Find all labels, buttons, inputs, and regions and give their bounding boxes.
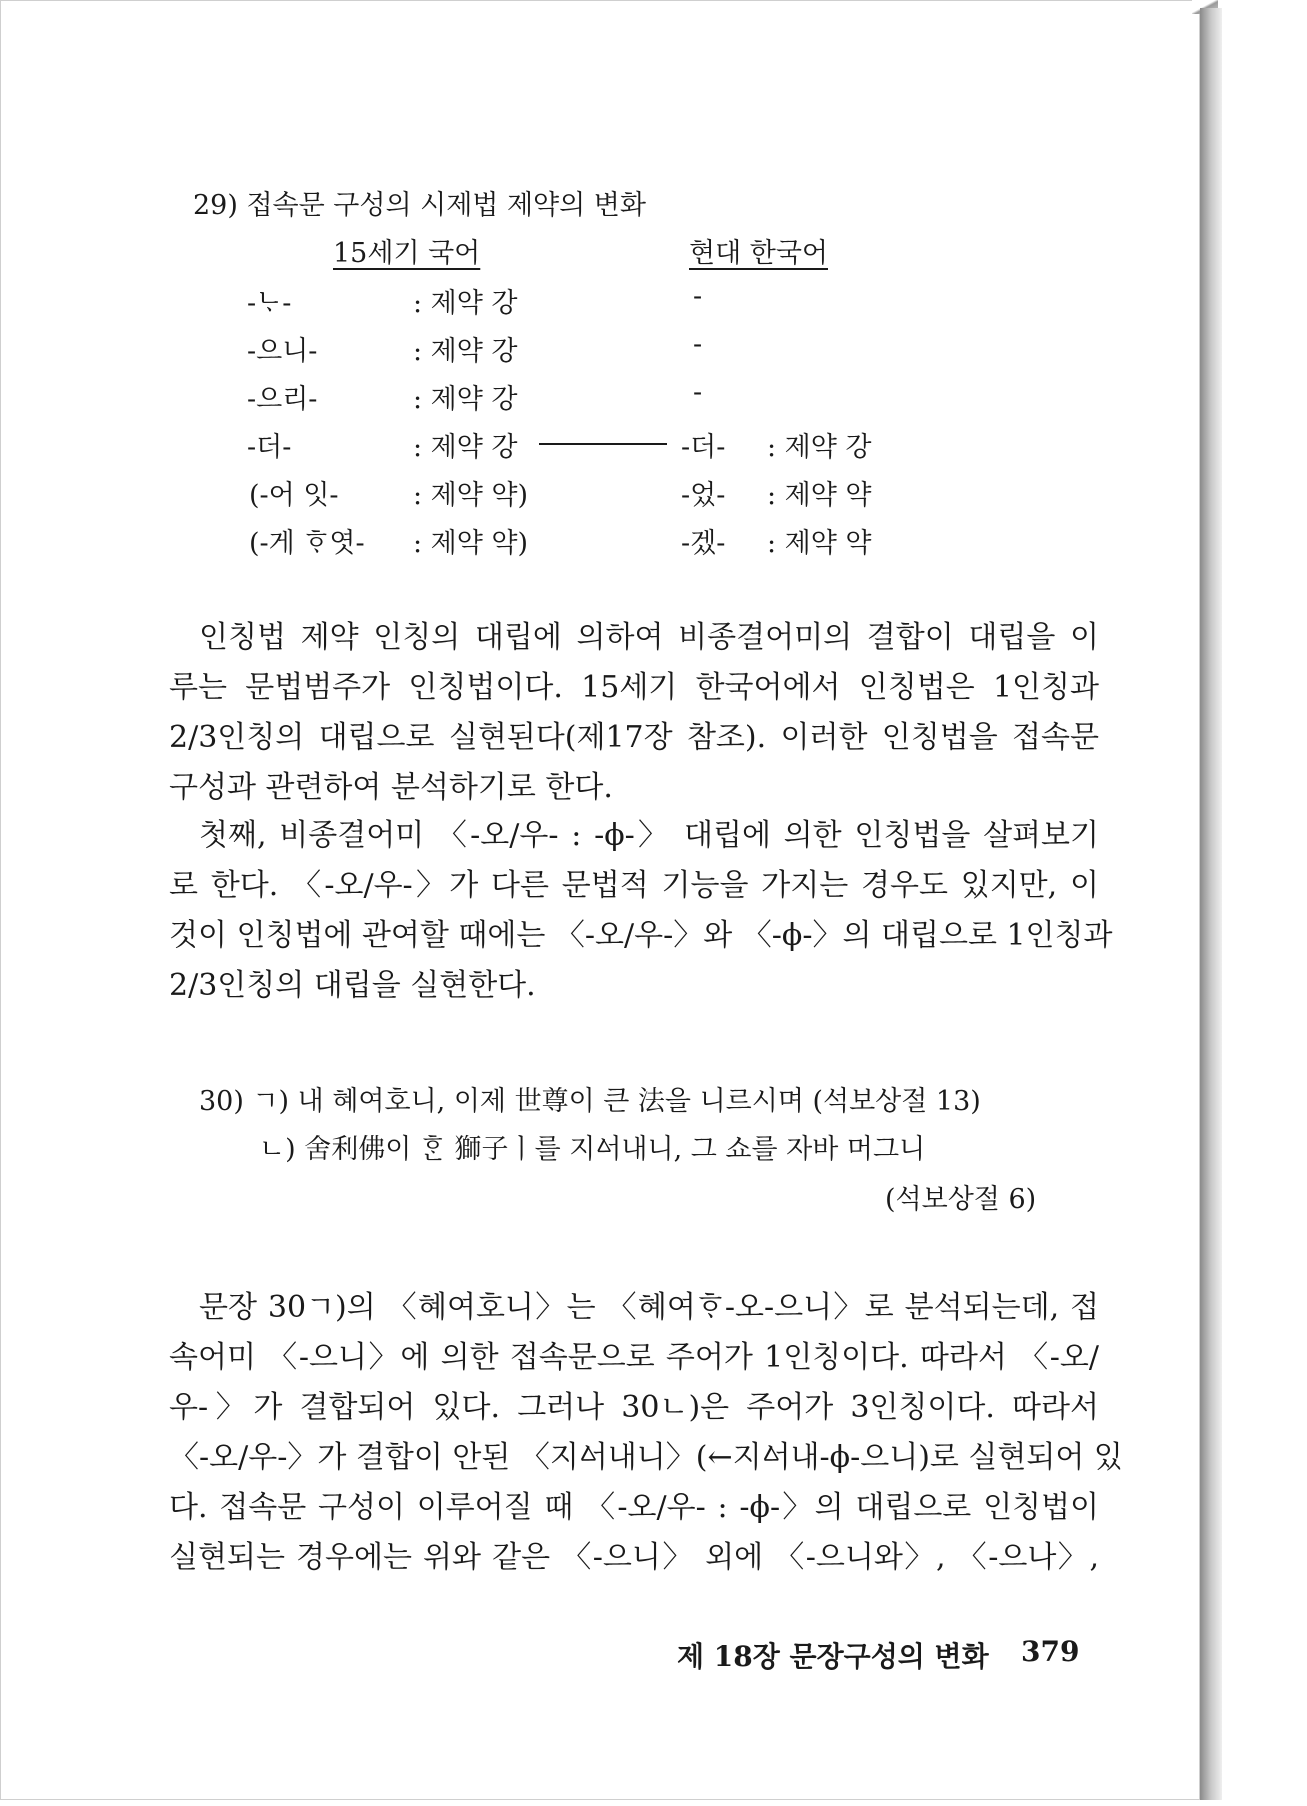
row-left-constraint: : 제약 강 [413, 288, 518, 319]
paragraph-first [169, 811, 1113, 1011]
row-right-form: - [693, 329, 703, 360]
paragraph-line: 루는 문법범주가 인칭법이다. 15세기 한국어에서 인칭법은 1인칭과 [169, 670, 1099, 705]
row-left-form: -으니- [247, 336, 318, 367]
row-right-form: -겠- [681, 528, 726, 559]
column-head-modern: 현대 한국어 [689, 238, 828, 269]
column-head-15c: 15세기 국어 [333, 238, 481, 269]
page-edge-shadow [1200, 8, 1222, 1800]
row-left-constraint: : 제약 강 [413, 384, 518, 415]
paragraph-line: 실현되는 경우에는 위와 같은 〈-으니〉 외에 〈-으니와〉, 〈-으나〉, [169, 1540, 1099, 1575]
paragraph-line: 속어미 〈-으니〉에 의한 접속문으로 주어가 1인칭이다. 따라서 〈-오/ [169, 1340, 1099, 1375]
row-right-form: -더- [681, 432, 726, 463]
row-left-form: -더- [247, 432, 292, 463]
paragraph-line: 첫째, 비종결어미 〈-오/우- : -ϕ-〉 대립에 의한 인칭법을 살펴보기 [199, 818, 1099, 853]
row-left-form: (-어 잇- [249, 480, 339, 511]
row-right-constraint: : 제약 약 [767, 480, 872, 511]
row-right-constraint: : 제약 약 [767, 528, 872, 559]
paragraph-line: 2/3인칭의 대립을 실현한다. [169, 968, 536, 1003]
running-footer-chapter: 제 18장 문장구성의 변화 [677, 1640, 989, 1673]
paragraph-line: 〈-오/우-〉가 결합이 안된 〈지ᅀᅥ내니〉(←지ᅀᅥ내-ϕ-으니)로 실현되어 있 [169, 1440, 1123, 1475]
example-30-line-a: 30) ㄱ) 내 혜여호니, 이제 世尊이 큰 法을 니르시며 (석보상절 13) [199, 1086, 981, 1117]
row-right-form: - [693, 377, 703, 408]
paragraph-line: 우-〉가 결합되어 있다. 그러나 30ㄴ)은 주어가 3인칭이다. 따라서 [169, 1390, 1099, 1425]
connector-line [539, 443, 667, 445]
row-right-form: -었- [681, 480, 726, 511]
row-left-form: -으리- [247, 384, 318, 415]
row-left-constraint: : 제약 강 [413, 336, 518, 367]
paragraph-line: 것이 인칭법에 관여할 때에는 〈-오/우-〉와 〈-ϕ-〉의 대립으로 1인칭과 [169, 918, 1113, 953]
row-right-form: - [693, 281, 703, 312]
example-30-line-b: ㄴ) 舍利佛이 ᄒᆞᆫ 獅子ㅣ를 지ᅀᅥ내니, 그 쇼를 자바 머그니 [259, 1134, 926, 1165]
paragraph-line: 2/3인칭의 대립으로 실현된다(제17장 참조). 이러한 인칭법을 접속문 [169, 720, 1099, 755]
row-left-form: -ᄂᆞ- [247, 288, 292, 319]
row-right-constraint: : 제약 강 [767, 432, 872, 463]
paragraph-analysis [169, 1283, 1123, 1583]
row-left-constraint: : 제약 강 [413, 432, 518, 463]
paragraph-line: 로 한다. 〈-오/우-〉가 다른 문법적 기능을 가지는 경우도 있지만, 이 [169, 868, 1099, 903]
paragraph-line: 다. 접속문 구성이 이루어질 때 〈-오/우- : -ϕ-〉의 대립으로 인칭법이 [169, 1490, 1099, 1525]
row-left-constraint: : 제약 약) [413, 528, 529, 559]
paragraph-person-constraint [169, 613, 1099, 813]
paragraph-line: 문장 30ㄱ)의 〈혜여호니〉는 〈혜여ᄒᆞ-오-으니〉로 분석되는데, 접 [199, 1290, 1099, 1325]
example-30-source: (석보상절 6) [885, 1184, 1037, 1215]
paragraph-line: 인칭법 제약 인칭의 대립에 의하여 비종결어미의 결합이 대립을 이 [199, 620, 1099, 655]
page-number: 379 [1021, 1635, 1080, 1668]
row-left-constraint: : 제약 약) [413, 480, 529, 511]
paragraph-line: 구성과 관련하여 분석하기로 한다. [169, 770, 613, 805]
example-29-title: 29) 접속문 구성의 시제법 제약의 변화 [193, 190, 646, 221]
row-left-form: (-게 ᄒᆞ엿- [249, 528, 365, 559]
